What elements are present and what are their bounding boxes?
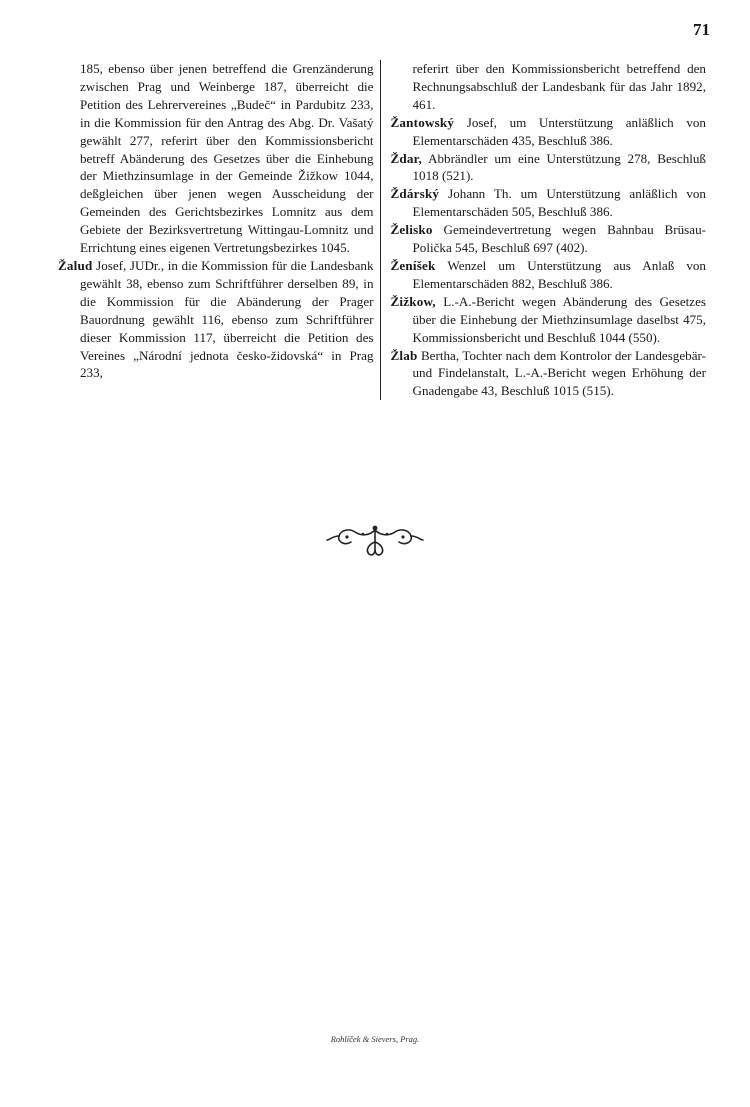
entry-text: Bertha, Tochter nach dem Kontrolor der Landesgebär- und Findelanstalt, L.-A.-Bericht wegen Erhöhung der Gnadengabe 43, Beschluß 1015 (515).	[412, 347, 706, 399]
entry-text: Gemeindevertretung wegen Bahnbau Brüsau-Polička 545, Beschluß 697 (402).	[412, 222, 706, 256]
index-columns	[58, 60, 706, 400]
page-number: 71	[693, 20, 710, 39]
entry-head: Žalud	[58, 257, 93, 273]
index-entry	[390, 150, 706, 186]
index-entry	[390, 347, 706, 401]
ornament-flourish-icon	[325, 522, 425, 558]
entry-text: Josef, JUDr., in die Kommission für die Landesbank gewählt 38, ebenso zum Schriftführer derselben 89, in die Kommission für die Abänderung der Prager Bauordnung gewählt 116, ebenso zum Schriftführer dieser Kommission 117, überreicht die Petition des Vereines „Národní jednota česko-židovská“ in Prag 233,	[80, 257, 374, 381]
entry-text: Josef, um Unterstützung anläßlich von Elementarschäden 435, Beschluß 386.	[412, 114, 706, 148]
printer-imprint: Rohlíček & Sievers, Prag.	[330, 1034, 420, 1044]
entry-head: Žantowský	[390, 114, 455, 130]
entry-text: Johann Th. um Unterstützung anläßlich von Elementarschäden 505, Beschluß 386.	[412, 186, 706, 220]
entry-head: Ždar,	[390, 150, 422, 166]
index-entry	[390, 257, 706, 293]
entry-text: referirt über den Kommissionsbericht betreffend den Rechnungsabschluß der Landesbank für das Jahr 1892, 461.	[412, 61, 706, 112]
entry-head: Ženíšek	[390, 257, 436, 273]
index-entry	[390, 293, 706, 347]
index-entry	[58, 60, 374, 257]
entry-text: Wenzel um Unterstützung aus Anlaß von Elementarschäden 882, Beschluß 386.	[412, 257, 706, 291]
index-entry	[390, 114, 706, 150]
entry-text: 185, ebenso über jenen betreffend die Grenzänderung zwischen Prag und Weinberge 187, überreicht die Petition des Lehrervereines „Budeč“ in Pardubitz 233, in die Kommission für den Antrag des Abg. Dr. Vašatý gewählt 277, referirt über den Kommissionsbericht betreff Abänderung des Gesetzes über die Einhebung der Miethzinsumlage in der Gemeinde Žižkow 1044, deßgleichen über jenen wegen Ausscheidung der Gemeinden des Gerichtsbezirkes Lomnitz aus dem Gebiete der Bezirksvertretung Wittingau-Lomnitz und Errichtung eines eigenen Vertretungsbezirkes 1045.	[80, 61, 374, 256]
index-entry	[390, 221, 706, 257]
index-entry	[58, 257, 374, 382]
index-entry	[390, 60, 706, 114]
index-entry	[390, 185, 706, 221]
left-column	[58, 60, 380, 382]
entry-text: L.-A.-Bericht wegen Abänderung des Gesetzes über die Einhebung der Miethzinsumlage daselbst 475, Kommissionsbericht und Beschluß 1044 (550).	[412, 293, 706, 345]
entry-head: Želisko	[390, 222, 433, 238]
entry-head: Žlab	[390, 347, 418, 363]
entry-text: Abbrändler um eine Unterstützung 278, Beschluß 1018 (521).	[412, 150, 706, 184]
entry-head: Žižkow,	[390, 293, 436, 309]
entry-head: Ždárský	[390, 186, 440, 202]
column-divider	[380, 60, 381, 400]
right-column	[386, 60, 706, 400]
